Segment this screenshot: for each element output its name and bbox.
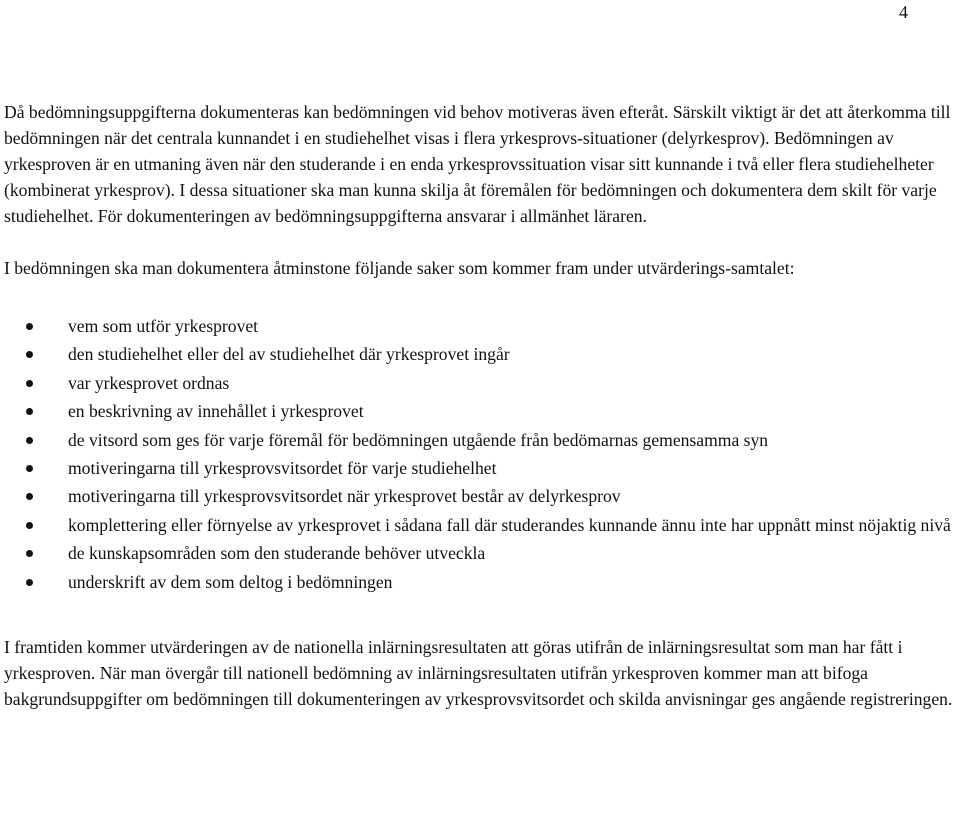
list-item-text: var yrkesprovet ordnas bbox=[68, 372, 230, 393]
paragraph-documentation: Då bedömningsuppgifterna dokumenteras kan bedömningen vid behov motiveras även efteråt. Särskilt viktigt är det att återkomma till bedömningen när det centrala kunnandet i en studiehelhet visas i flera yrkesprovs-situationer (delyrkesprov). Bedömningen av yrkesproven är en utmaning även när den studerande i en enda yrkesprovssituation visar sitt kunnande i två eller flera studiehelheter (kombinerat yrkesprov). I dessa situationer ska man kunna skilja åt föremålen för bedömningen och dokumentera dem skilt för varje studiehelhet. För dokumenteringen av bedömningsuppgifterna ansvarar i allmänhet läraren. bbox=[4, 102, 951, 226]
bullet-icon bbox=[26, 550, 33, 557]
bullet-icon bbox=[26, 522, 33, 529]
paragraph-list-intro: I bedömningen ska man dokumentera åtminstone följande saker som kommer fram under utvärderings-samtalet: bbox=[4, 258, 795, 278]
bullet-icon bbox=[26, 465, 33, 472]
list-item bbox=[4, 313, 954, 339]
document-body bbox=[4, 99, 954, 712]
bullet-icon bbox=[26, 493, 33, 500]
list-item bbox=[4, 341, 954, 367]
page-number: 4 bbox=[899, 2, 908, 22]
list-item-text: underskrift av dem som deltog i bedömningen bbox=[68, 571, 393, 592]
list-item-text: komplettering eller förnyelse av yrkesprovet i sådana fall där studerandes kunnande ännu inte har uppnått minst nöjaktig nivå bbox=[68, 514, 951, 535]
list-item-text: de vitsord som ges för varje föremål för bedömningen utgående från bedömarnas gemensamma syn bbox=[68, 429, 769, 450]
bullet-icon bbox=[26, 579, 33, 586]
list-item-text: de kunskapsområden som den studerande behöver utveckla bbox=[68, 543, 486, 564]
list-item bbox=[4, 483, 954, 509]
list-item bbox=[4, 455, 954, 481]
paragraph-future-evaluation: I framtiden kommer utvärderingen av de nationella inlärningsresultaten att göras utifrån de inlärningsresultat som man har fått i yrkesproven. När man övergår till nationell bedömning av inlärningsresultaten utifrån yrkesproven kommer man att bifoga bakgrundsuppgifter om bedömningen till dokumenteringen av yrkesprovsvitsordet och skilda anvisningar ges angående registreringen. bbox=[4, 636, 953, 709]
list-item-text: motiveringarna till yrkesprovsvitsordet när yrkesprovet består av delyrkesprov bbox=[68, 486, 621, 507]
list-item bbox=[4, 370, 954, 396]
list-item bbox=[4, 569, 954, 595]
list-item-text: vem som utför yrkesprovet bbox=[68, 316, 259, 336]
list-item bbox=[4, 540, 954, 566]
list-item bbox=[4, 512, 954, 538]
list-item-text: den studiehelhet eller del av studiehelhet där yrkesprovet ingår bbox=[68, 344, 510, 365]
list-item-text: en beskrivning av innehållet i yrkesprovet bbox=[68, 401, 364, 422]
bullet-icon bbox=[26, 380, 33, 387]
list-item bbox=[4, 398, 954, 424]
bullet-icon bbox=[26, 408, 33, 415]
bullet-icon bbox=[26, 437, 33, 444]
bullet-list bbox=[4, 313, 954, 595]
bullet-icon bbox=[26, 323, 33, 330]
bullet-icon bbox=[26, 351, 33, 358]
list-item-text: motiveringarna till yrkesprovsvitsordet för varje studiehelhet bbox=[68, 457, 497, 478]
list-item bbox=[4, 427, 954, 453]
